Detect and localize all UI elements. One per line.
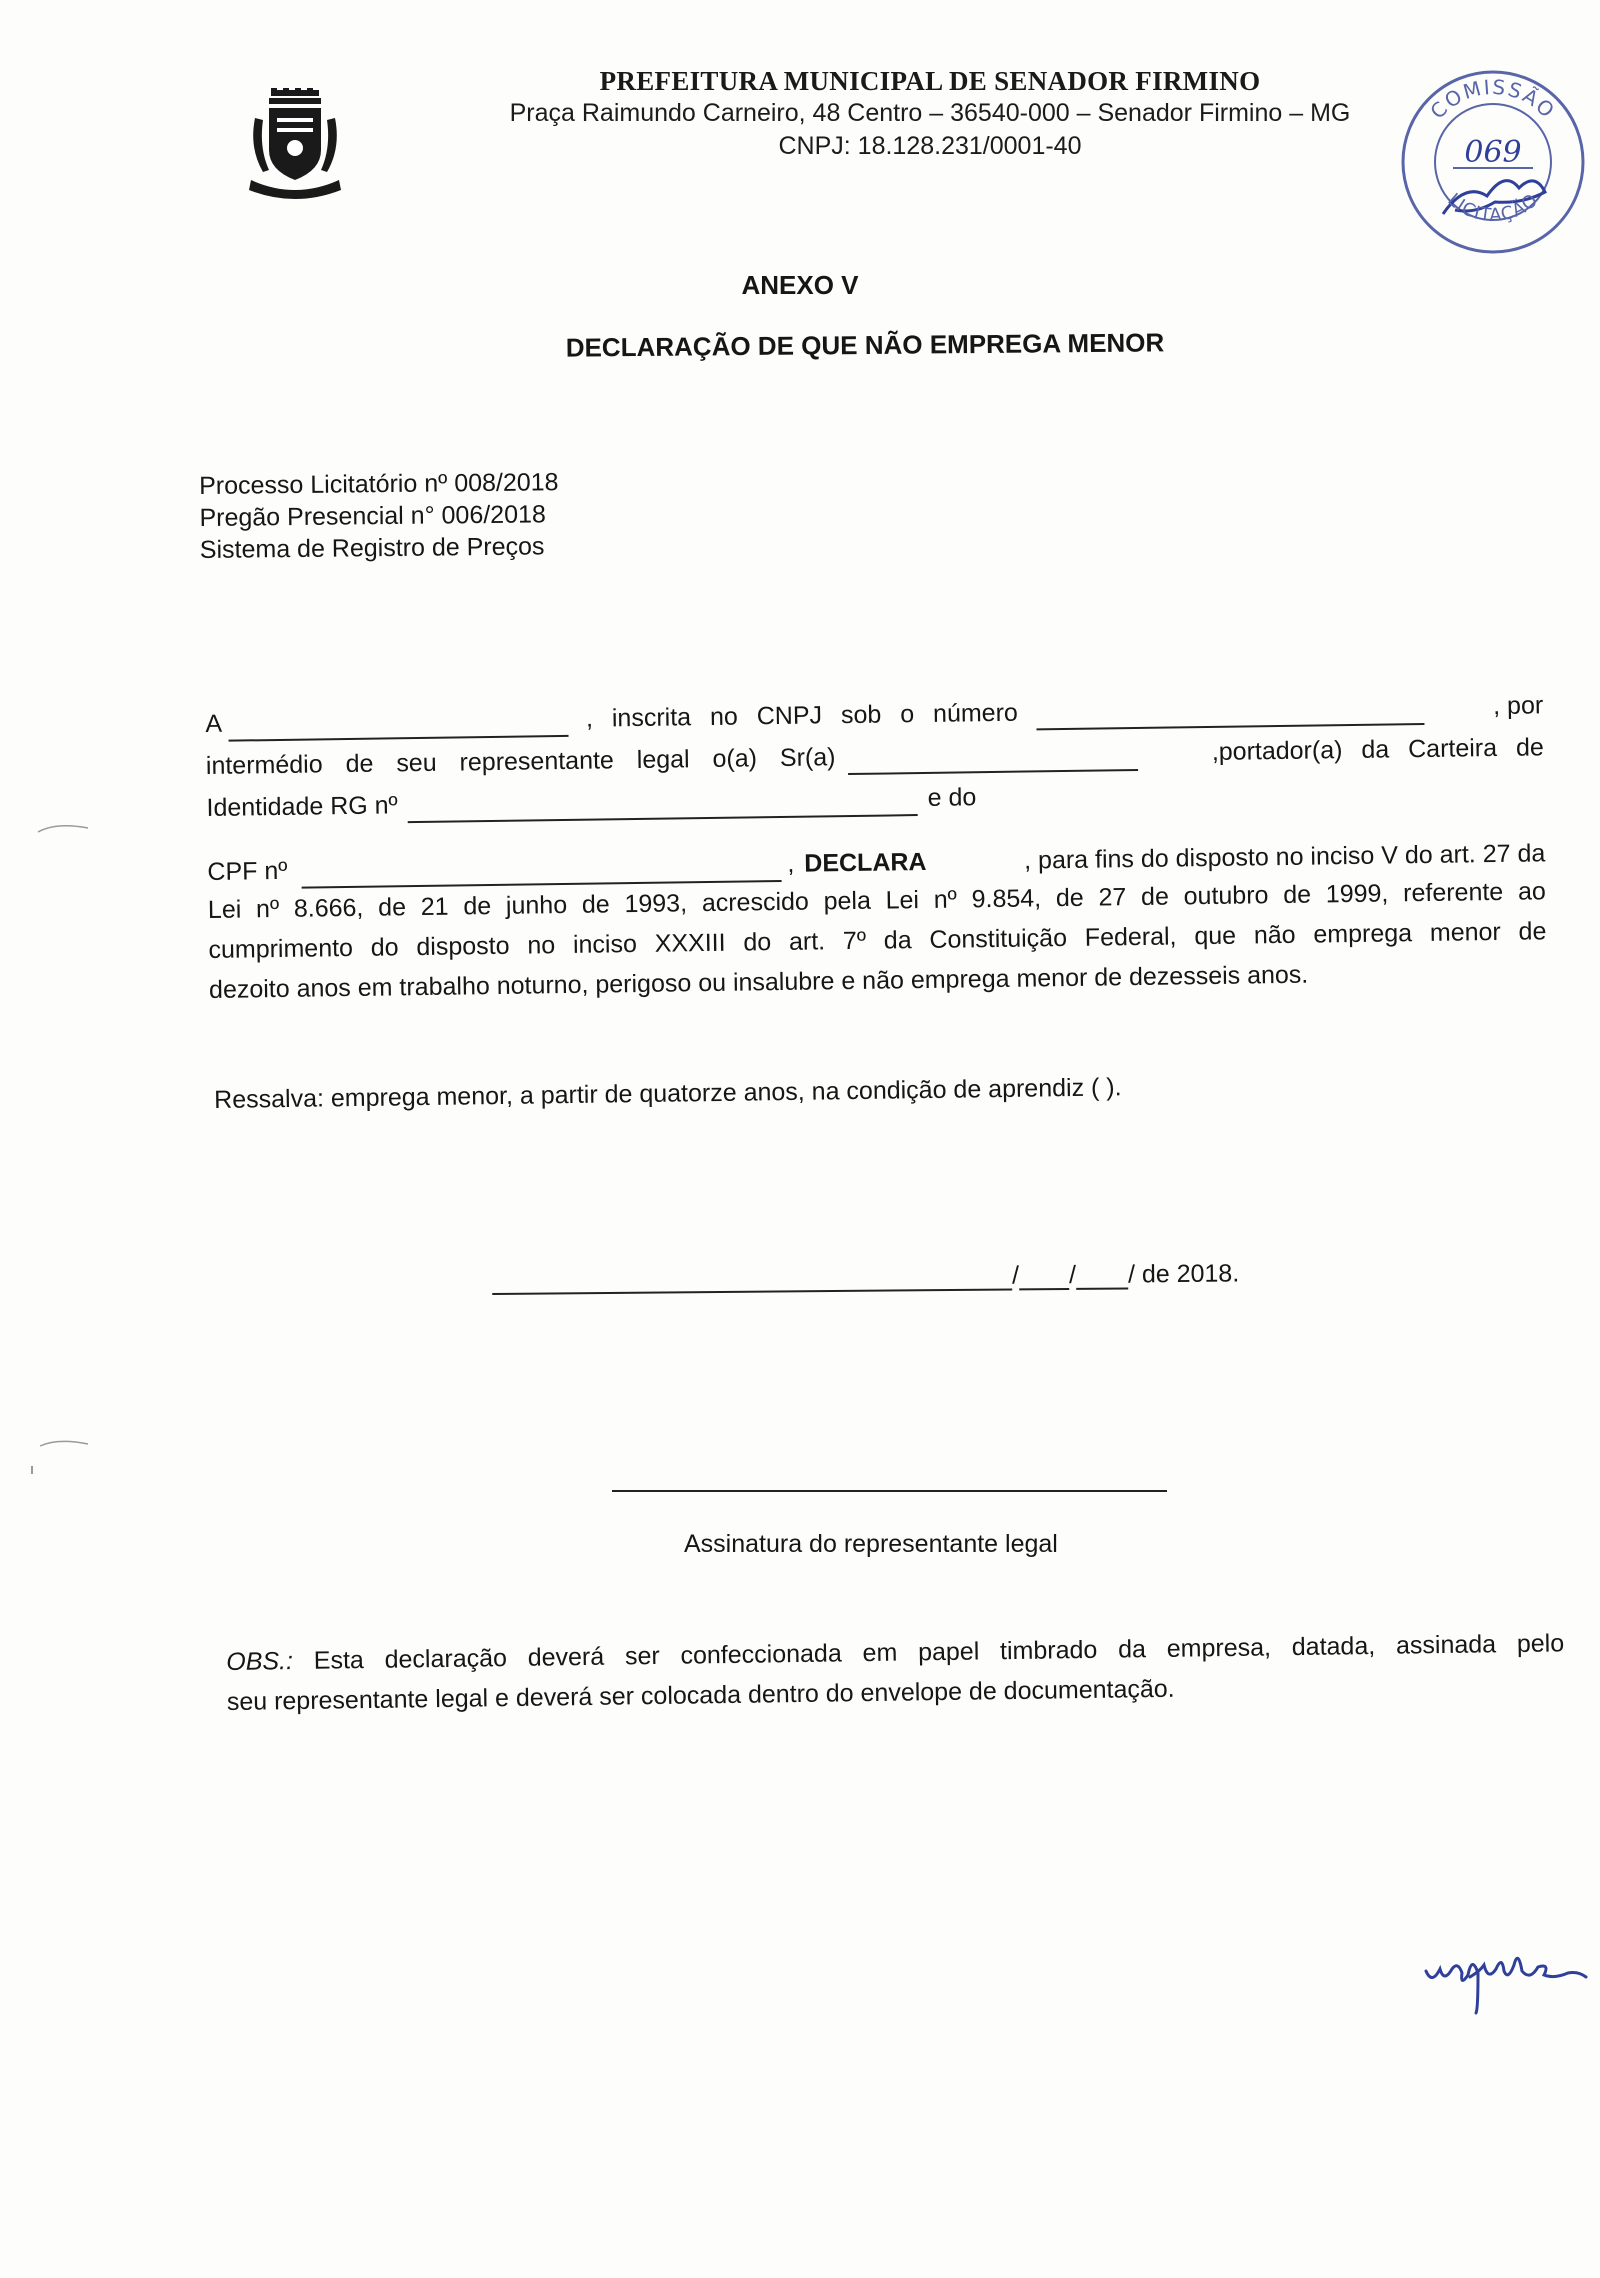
rg-blank — [408, 788, 918, 823]
declaration-body — [205, 681, 1547, 1010]
annex-heading: ANEXO V — [741, 270, 859, 300]
stamp-number: 069 — [1464, 135, 1522, 170]
compliance-line: cumprimento do disposto no inciso XXXIII do art. 7º da Constituição Federal, que não emprega menor de — [208, 917, 1547, 964]
organization-cnpj: CNPJ: 18.128.231/0001-40 — [778, 132, 1082, 160]
obs-label: OBS.: — [226, 1647, 294, 1676]
letterhead — [455, 66, 1405, 161]
obs-line-2: seu representante legal e deverá ser colocada dentro do envelope de documentação. — [226, 1674, 1175, 1716]
svg-text:LICITAÇÃO — [1443, 189, 1542, 226]
observation-note — [226, 1623, 1565, 1722]
ressalva-text: Ressalva: emprega menor, a partir de quatorze anos, na condição de aprendiz ( ). — [214, 1073, 1122, 1114]
process-info — [199, 466, 559, 566]
text-por: , por — [1492, 691, 1544, 721]
stamp-top-text: COMISSÃO — [1425, 74, 1561, 124]
margin-mark-upper — [36, 818, 96, 838]
text-representative-label: intermédio de seu representante legal o(a) Sr(a) — [205, 743, 836, 780]
handwritten-initials — [1418, 1925, 1598, 2015]
minor-age-line: dezoito anos em trabalho noturno, perigoso ou insalubre e não emprega menor de dezesseis anos. — [208, 960, 1309, 1004]
text-declara-rest: , para fins do disposto no inciso V do art. 27 da — [1023, 839, 1546, 875]
date-slash-1: / — [1011, 1261, 1020, 1290]
text-cpf-label: CPF nº — [207, 856, 288, 886]
text-rg-label: Identidade RG nº — [206, 791, 398, 822]
month-blank — [1076, 1261, 1128, 1289]
signature-line — [612, 1490, 1167, 1492]
text-e-do: e do — [927, 783, 977, 812]
svg-text:COMISSÃO — [1425, 75, 1560, 124]
process-number: Processo Licitatório nº 008/2018 — [199, 468, 559, 500]
organization-name: PREFEITURA MUNICIPAL DE SENADOR FIRMINO — [599, 66, 1261, 96]
cnpj-blank — [1036, 697, 1424, 730]
auction-number: Pregão Presencial n° 006/2018 — [199, 500, 546, 532]
margin-mark-lower — [28, 1436, 98, 1476]
signature-caption: Assinatura do representante legal — [684, 1530, 1058, 1558]
date-year-text: / de 2018. — [1127, 1259, 1240, 1289]
stamp-bottom-text: LICITAÇÃO — [1443, 189, 1543, 227]
day-blank — [1019, 1262, 1069, 1290]
text-cnpj-label: , inscrita no CNPJ sob o número — [585, 698, 1019, 733]
text-a: A — [205, 709, 223, 738]
commission-stamp — [1395, 64, 1591, 260]
municipal-crest-icon — [245, 88, 345, 206]
date-slash-2: / — [1068, 1260, 1077, 1289]
text-comma: , — [787, 849, 795, 878]
text-declara: DECLARA — [804, 847, 927, 878]
obs-text-1: Esta declaração deverá ser confeccionada em papel timbrado da empresa, datada, assinada pelo — [313, 1629, 1565, 1675]
organization-address: Praça Raimundo Carneiro, 48 Centro – 36540-000 – Senador Firmino – MG — [509, 99, 1351, 127]
place-blank — [492, 1262, 1012, 1295]
representative-name-blank — [847, 743, 1137, 775]
text-id-card-label: ,portador(a) da Carteira de — [1211, 733, 1544, 766]
registry-system: Sistema de Registro de Preços — [199, 532, 545, 564]
law-line: Lei nº 8.666, de 21 de junho de 1993, acrescido pela Lei nº 9.854, de 27 de outubro de 1999, referente ao — [207, 877, 1546, 924]
company-name-blank — [228, 709, 568, 742]
document-title: DECLARAÇÃO DE QUE NÃO EMPREGA MENOR — [565, 327, 1165, 363]
date-line — [492, 1259, 1239, 1295]
